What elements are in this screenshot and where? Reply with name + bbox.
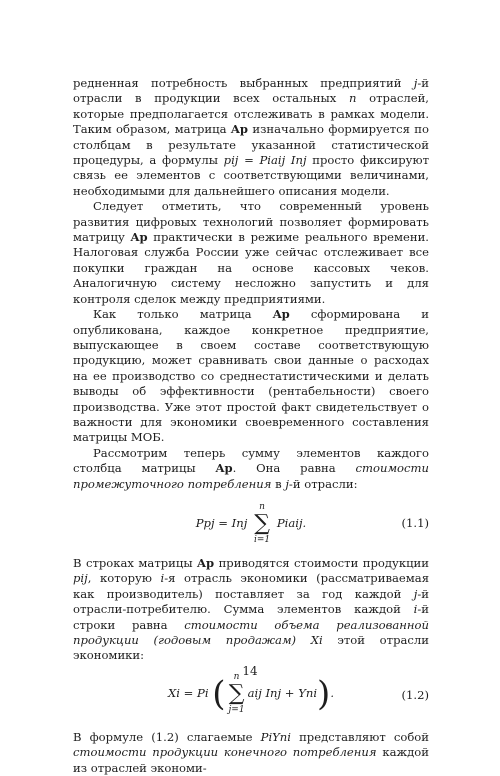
- equation-1-2: Xi = Pi ( n ∑ j=1 aij Inj + Yni). (1.2): [168, 671, 429, 715]
- paragraph-6: В формуле (1.2) слагаемые PiYni представляют собой стоимости продукции конечного потребления каждой из отраслей экономи-: [73, 729, 430, 775]
- paragraph-5: В строках матрицы Ap приводятся стоимости продукции pij, которую i-я отрасль экономики (рассматриваемая как производитель) поставляет за год каждой j-й отрасли-потребителю. Сумма элементов каждой i-й строки равна стоимости объема реализованной продукции (годовым продажам) Xi этой отрасли экономики:: [73, 555, 430, 663]
- eq2-lhs: Xi = Pi: [168, 685, 209, 700]
- equation-1-1: [73, 498, 429, 550]
- sum-symbol-2: n ∑ j=1: [228, 671, 245, 715]
- eq1-rhs: Piaij.: [276, 515, 307, 530]
- equation-number-1-2: (1.2): [401, 687, 429, 702]
- paragraph-4: Рассмотрим теперь сумму элементов каждого столбца матрицы Ap. Она равна стоимости промежуточного потребления в j-й отрасли:: [73, 445, 429, 491]
- page-number: 14: [242, 664, 258, 678]
- paragraph-2: Следует отметить, что современный уровень развития цифровых технологий позволяет формировать матрицу Ap практически в режиме реального времени. Налоговая служба России уже сейчас отслеживает все покупки граждан на основе кассовых чеков. Аналогичную систему несложно запустить и для контроля сделок между предприятиями.: [73, 199, 429, 306]
- eq1-lhs: Ppj = Inj: [195, 515, 248, 530]
- equation-number-1-1: (1.1): [401, 515, 429, 530]
- eq2-inner: aij Inj + Yni: [247, 685, 318, 700]
- left-paren: (: [212, 673, 226, 714]
- right-paren: ): [317, 673, 331, 714]
- paragraph-3: Как только матрица Ap сформирована и опубликована, каждое конкретное предприятие, выпускающее в своем составе соответствующую продукцию, может сравнивать свои данные о расходах на ее производство со среднестатистическими и делать выводы об эффективности (рентабельности) своего производства. Уже этот простой факт свидетельствует о важности для экономики своевременного составления матрицы МОБ.: [73, 307, 429, 445]
- sum-symbol-1: n ∑ i=1: [253, 501, 271, 545]
- paragraph-1: редненная потребность выбранных предприятий j-й отрасли в продукции всех остальных n отраслей, которые предполагается отслеживать в рамках модели. Таким образом, матрица Ap изначально формируется по столбцам в результате указанной статистической процедуры, а формулы pij = Piaij Inj просто фиксируют связь ее элементов с соответствующими величинами, необходимыми для дальнейшего описания модели.: [73, 76, 429, 198]
